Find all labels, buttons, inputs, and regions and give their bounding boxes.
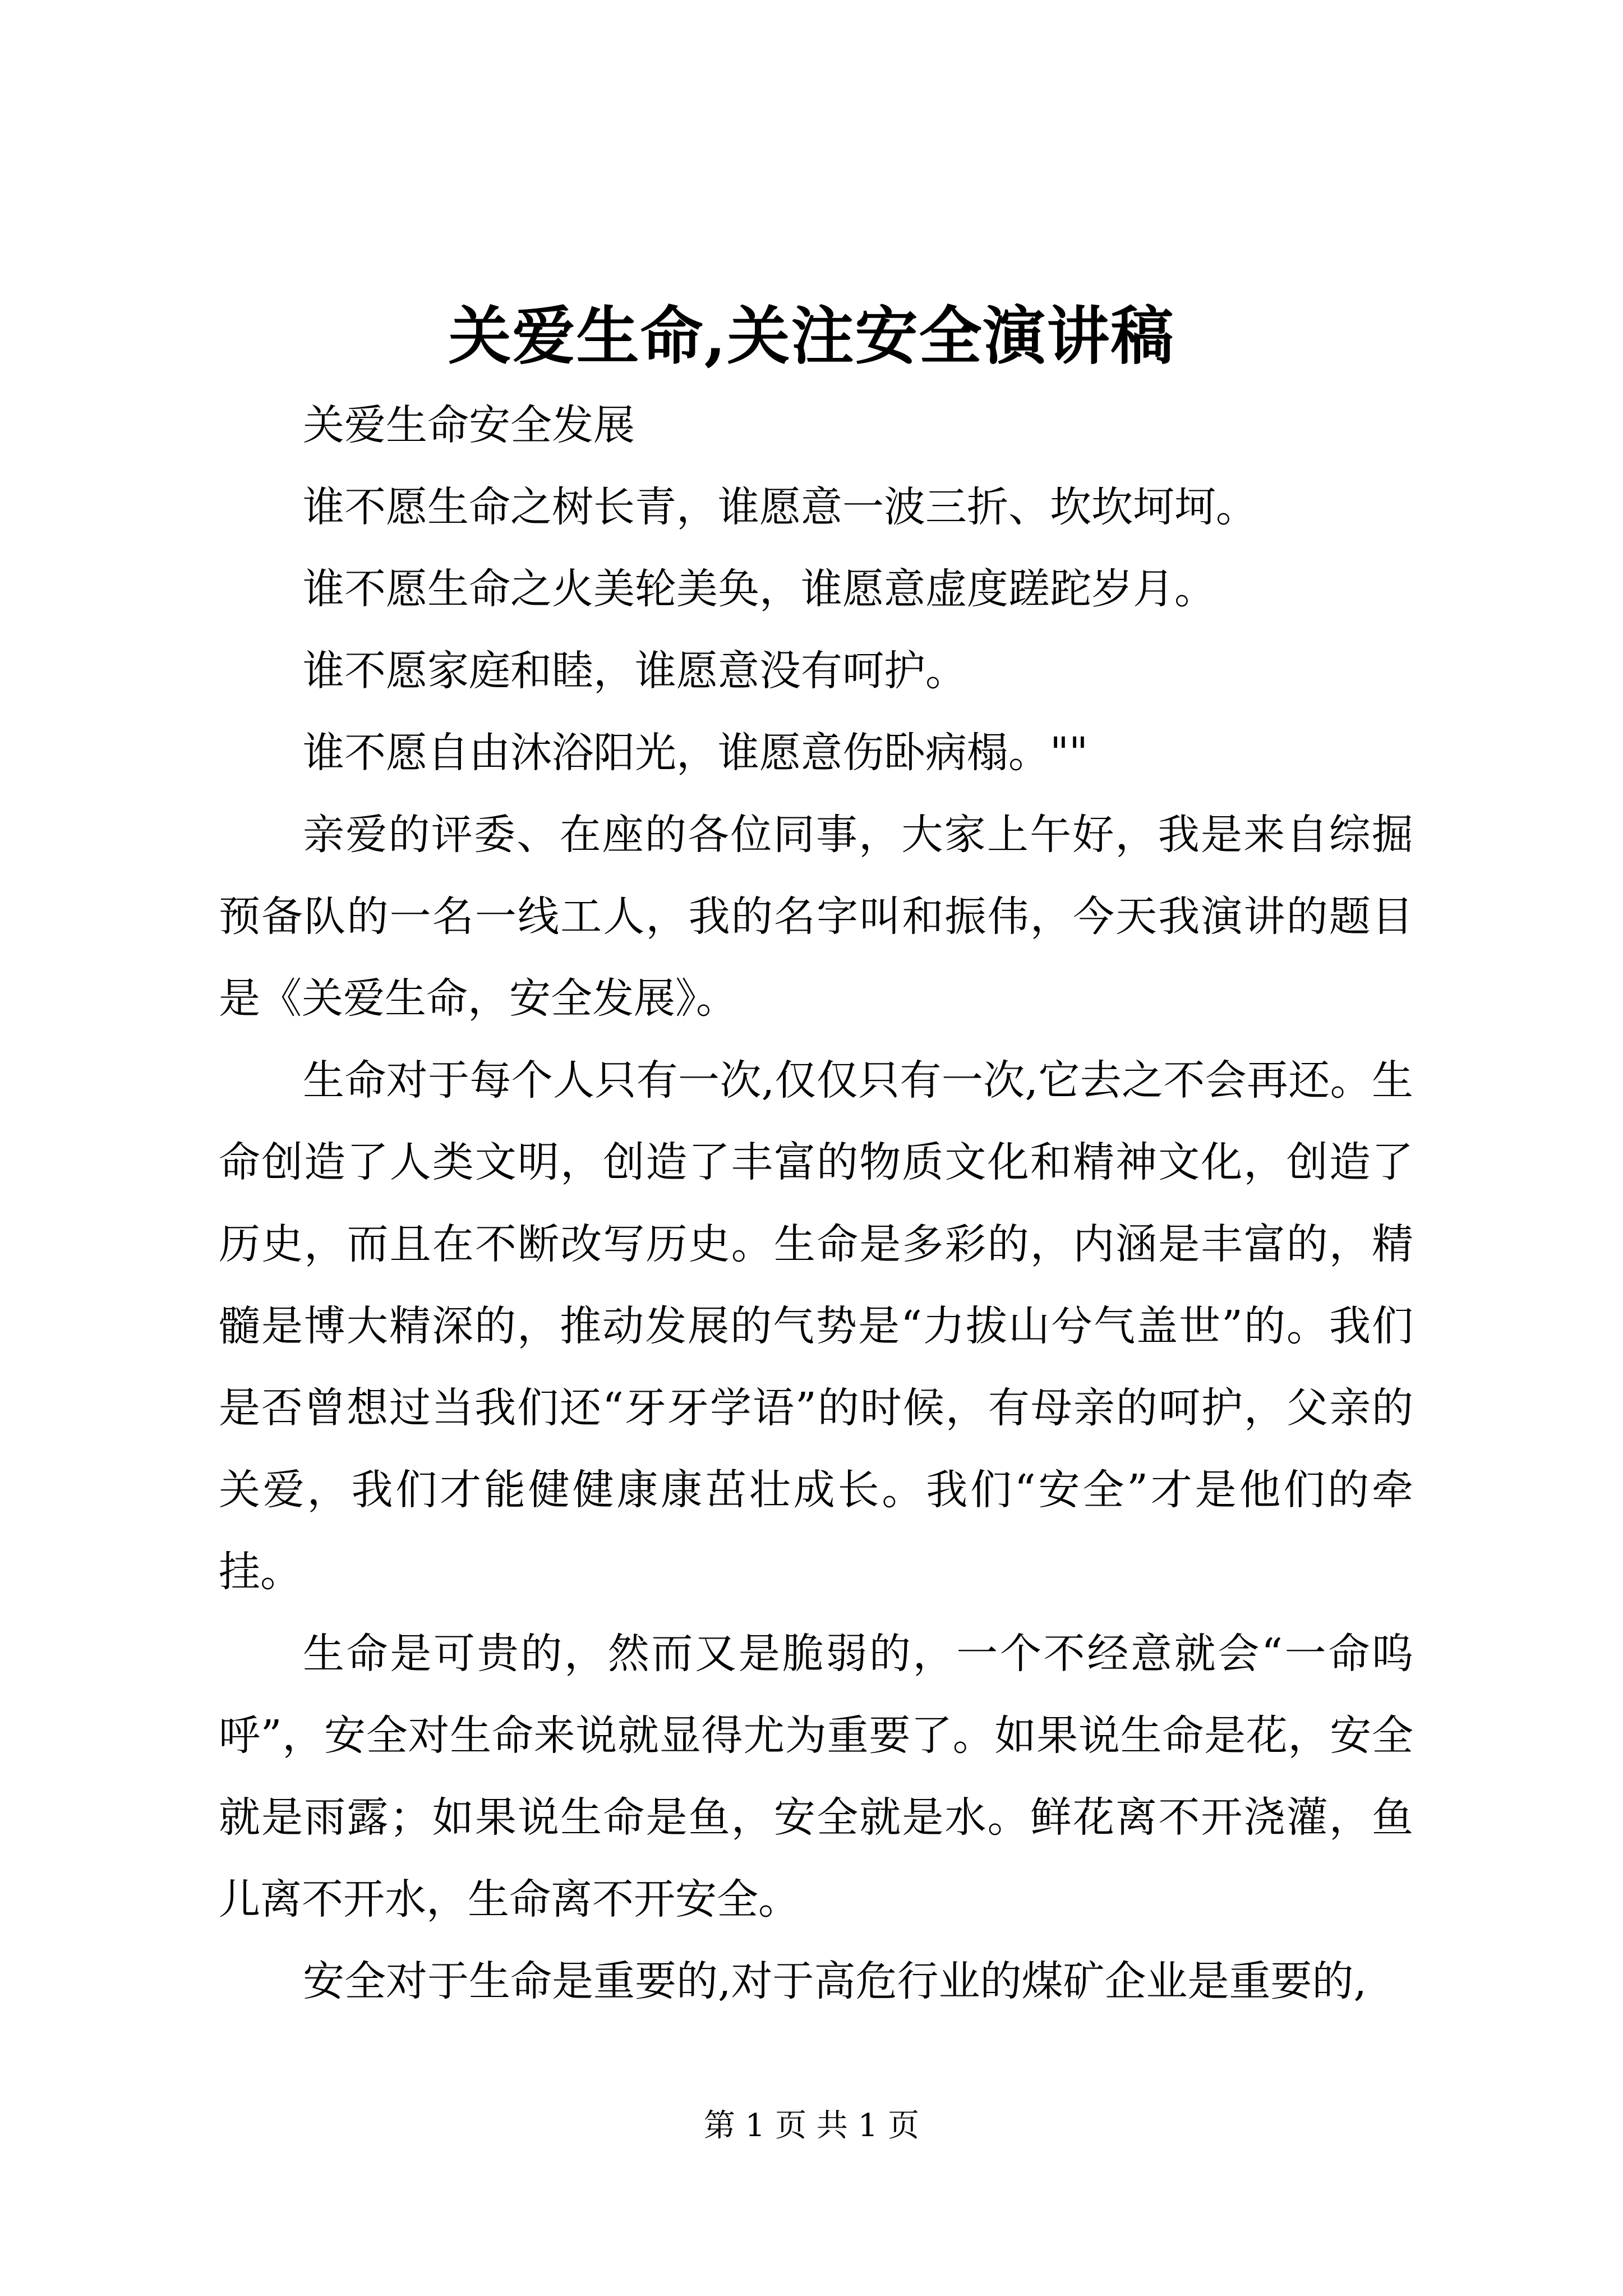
- paragraph: 谁不愿生命之树长青，谁愿意一波三折、坎坎坷坷。: [303, 483, 1257, 531]
- paragraph: 安全对于生命是重要的,对于高危行业的煤矿企业是重要的,: [303, 1957, 1367, 2005]
- page-footer: 第 1 页 共 1 页: [703, 2108, 920, 2144]
- paragraph: 谁不愿自由沐浴阳光，谁愿意伤卧病榻。"": [303, 729, 1089, 777]
- document-title: 关爱生命,关注安全演讲稿: [448, 300, 1175, 373]
- paragraph: 关爱生命安全发展: [303, 401, 635, 449]
- paragraph: 谁不愿家庭和睦，谁愿意没有呵护。: [303, 647, 967, 695]
- paragraph: 生命是可贵的，然而又是脆弱的，一个不经意就会“一命呜呼”，安全对生命来说就显得尤为重要了。如果说生命是花，安全就是雨露；如果说生命是鱼，安全就是水。鲜花离不开浇灌，鱼儿离不开水，生命离不开安全。: [219, 1630, 1413, 1924]
- paragraph: 生命对于每个人只有一次,仅仅只有一次,它去之不会再还。生命创造了人类文明，创造了丰富的物质文化和精神文化，创造了历史，而且在不断改写历史。生命是多彩的，内涵是丰富的，精髓是博大精深的，推动发展的气势是“力拔山兮气盖世”的。我们是否曾想过当我们还“牙牙学语”的时候，有母亲的呵护，父亲的关爱，我们才能健健康康茁壮成长。我们“安全”才是他们的牵挂。: [219, 1056, 1413, 1596]
- paragraph: 谁不愿生命之火美轮美奂，谁愿意虚度蹉跎岁月。: [303, 565, 1216, 613]
- document-body: [219, 384, 1413, 2022]
- paragraph: 亲爱的评委、在座的各位同事，大家上午好，我是来自综掘预备队的一名一线工人，我的名字叫和振伟，今天我演讲的题目是《关爱生命，安全发展》。: [219, 811, 1413, 1023]
